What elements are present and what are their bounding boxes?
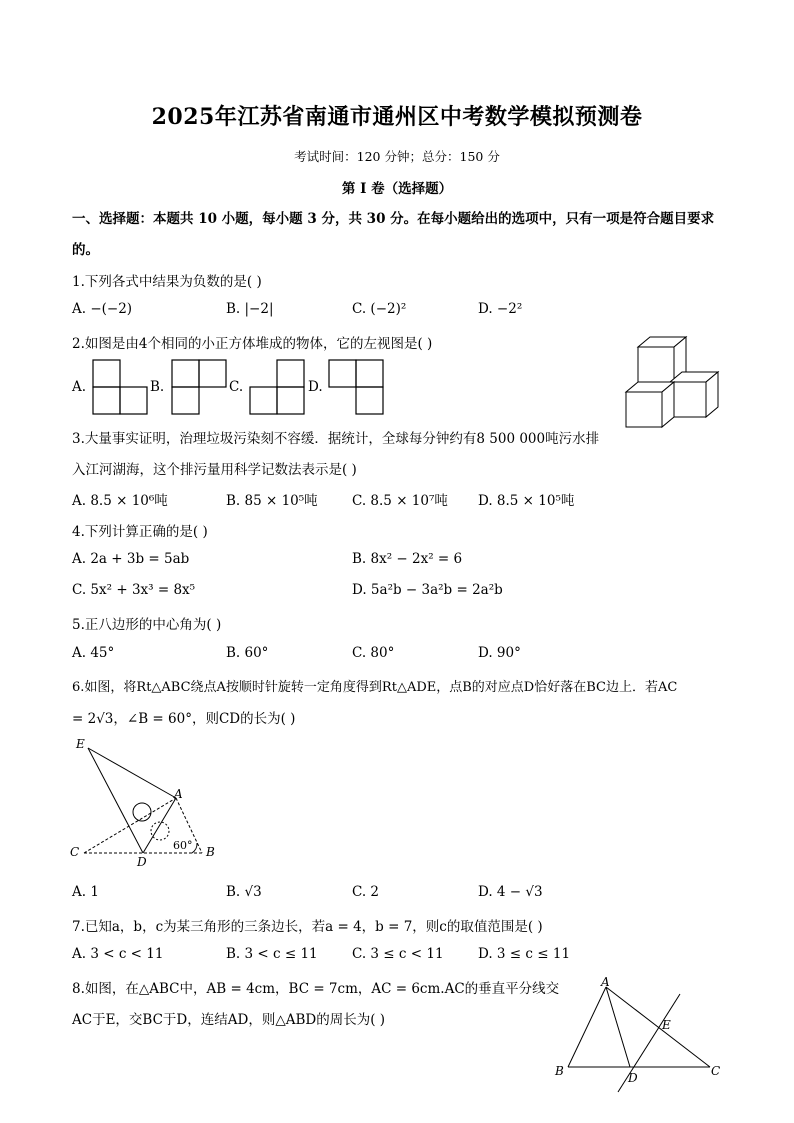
q2-option-d: D. bbox=[308, 379, 323, 395]
q6-option-a: A. 1 bbox=[72, 884, 99, 900]
q6-stem-line2: = 2√3，∠B = 60°，则CD的长为( ) bbox=[72, 711, 296, 727]
q4-option-c: C. 5x² + 3x³ = 8x⁵ bbox=[72, 582, 196, 598]
q6-stem-line1: 6.如图，将Rt△ABC绕点A按顺时针旋转一定角度得到Rt△ADE，点B的对应点D恰好落在BC边上．若AC bbox=[72, 680, 678, 695]
q3-stem-line2: 入江河湖海，这个排污量用科学记数法表示是( ) bbox=[72, 462, 357, 478]
q3-option-a: A. 8.5 × 10⁶吨 bbox=[72, 493, 168, 509]
q2-stem: 2.如图是由4个相同的小正方体堆成的物体，它的左视图是( ) bbox=[72, 336, 433, 352]
q5-option-d: D. 90° bbox=[478, 645, 521, 661]
q6-label-e: E bbox=[76, 737, 85, 751]
q7-option-b: B. 3 < c ≤ 11 bbox=[226, 946, 318, 962]
q8-stem-line2: AC于E，交BC于D，连结AD，则△ABD的周长为( ) bbox=[72, 1012, 386, 1028]
q3-option-c: C. 8.5 × 10⁷吨 bbox=[352, 493, 448, 509]
q2-view-d bbox=[328, 359, 388, 415]
q7-option-c: C. 3 ≤ c < 11 bbox=[352, 946, 444, 962]
q8-label-c: C bbox=[711, 1064, 721, 1078]
q4-option-d: D. 5a²b − 3a²b = 2a²b bbox=[352, 582, 503, 598]
q5-option-b: B. 60° bbox=[226, 645, 269, 661]
q8-label-b: B bbox=[555, 1064, 564, 1078]
q8-label-a: A bbox=[601, 975, 610, 989]
q5-stem: 5.正八边形的中心角为( ) bbox=[72, 617, 222, 633]
section-intro-line1: 一、选择题：本题共 10 小题，每小题 3 分，共 30 分。在每小题给出的选项中，只有一项是符合题目要求 bbox=[72, 211, 715, 227]
q3-stem-line1: 3.大量事实证明，治理垃圾污染刻不容缓．据统计，全球每分钟约有8 500 000吨污水排 bbox=[72, 431, 600, 447]
q6-angle-label: 60° bbox=[173, 839, 193, 852]
q4-option-b: B. 8x² − 2x² = 6 bbox=[352, 551, 463, 567]
q3-option-b: B. 85 × 10⁵吨 bbox=[226, 493, 318, 509]
q5-option-a: A. 45° bbox=[72, 645, 115, 661]
q7-option-d: D. 3 ≤ c ≤ 11 bbox=[478, 946, 571, 962]
q2-option-b: B. bbox=[150, 379, 165, 395]
q6-label-b: B bbox=[206, 845, 215, 859]
q2-option-a: A. bbox=[72, 379, 87, 395]
q4-option-a: A. 2a + 3b = 5ab bbox=[72, 551, 190, 567]
q6-option-d: D. 4 − √3 bbox=[478, 884, 543, 900]
q7-option-a: A. 3 < c < 11 bbox=[72, 946, 164, 962]
q6-label-d: D bbox=[137, 855, 147, 869]
q2-view-b bbox=[171, 359, 231, 415]
q1-option-a: A. −(−2) bbox=[72, 301, 133, 317]
q3-option-d: D. 8.5 × 10⁵吨 bbox=[478, 493, 575, 509]
q8-triangle-figure bbox=[552, 974, 732, 1094]
q8-label-d: D bbox=[628, 1071, 638, 1085]
section-intro-line2: 的。 bbox=[72, 242, 99, 258]
q6-triangle-figure bbox=[70, 738, 220, 868]
q2-cube-stack-figure bbox=[624, 335, 724, 430]
page-title: 2025年江苏省南通市通州区中考数学模拟预测卷 bbox=[151, 104, 643, 130]
q6-option-b: B. √3 bbox=[226, 884, 262, 900]
q6-label-c: C bbox=[70, 845, 80, 859]
q6-label-a: A bbox=[174, 787, 183, 801]
q2-view-c bbox=[249, 359, 309, 415]
q2-option-c: C. bbox=[229, 379, 244, 395]
q1-stem: 1.下列各式中结果为负数的是( ) bbox=[72, 274, 262, 290]
q7-stem: 7.已知a，b，c为某三角形的三条边长，若a = 4，b = 7，则c的取值范围是( ) bbox=[72, 919, 543, 935]
part-heading: 第 I 卷（选择题） bbox=[341, 181, 453, 197]
q5-option-c: C. 80° bbox=[352, 645, 395, 661]
q1-option-c: C. (−2)² bbox=[352, 301, 407, 317]
q4-stem: 4.下列计算正确的是( ) bbox=[72, 524, 208, 540]
q1-option-d: D. −2² bbox=[478, 301, 523, 317]
exam-info: 考试时间：120 分钟；总分：150 分 bbox=[294, 149, 500, 164]
q6-option-c: C. 2 bbox=[352, 884, 380, 900]
q8-label-e: E bbox=[662, 1018, 671, 1032]
q2-view-a bbox=[92, 359, 152, 415]
q1-option-b: B. |−2| bbox=[226, 301, 274, 317]
q8-stem-line1: 8.如图，在△ABC中，AB = 4cm，BC = 7cm，AC = 6cm.AC的垂直平分线交 bbox=[72, 981, 560, 997]
